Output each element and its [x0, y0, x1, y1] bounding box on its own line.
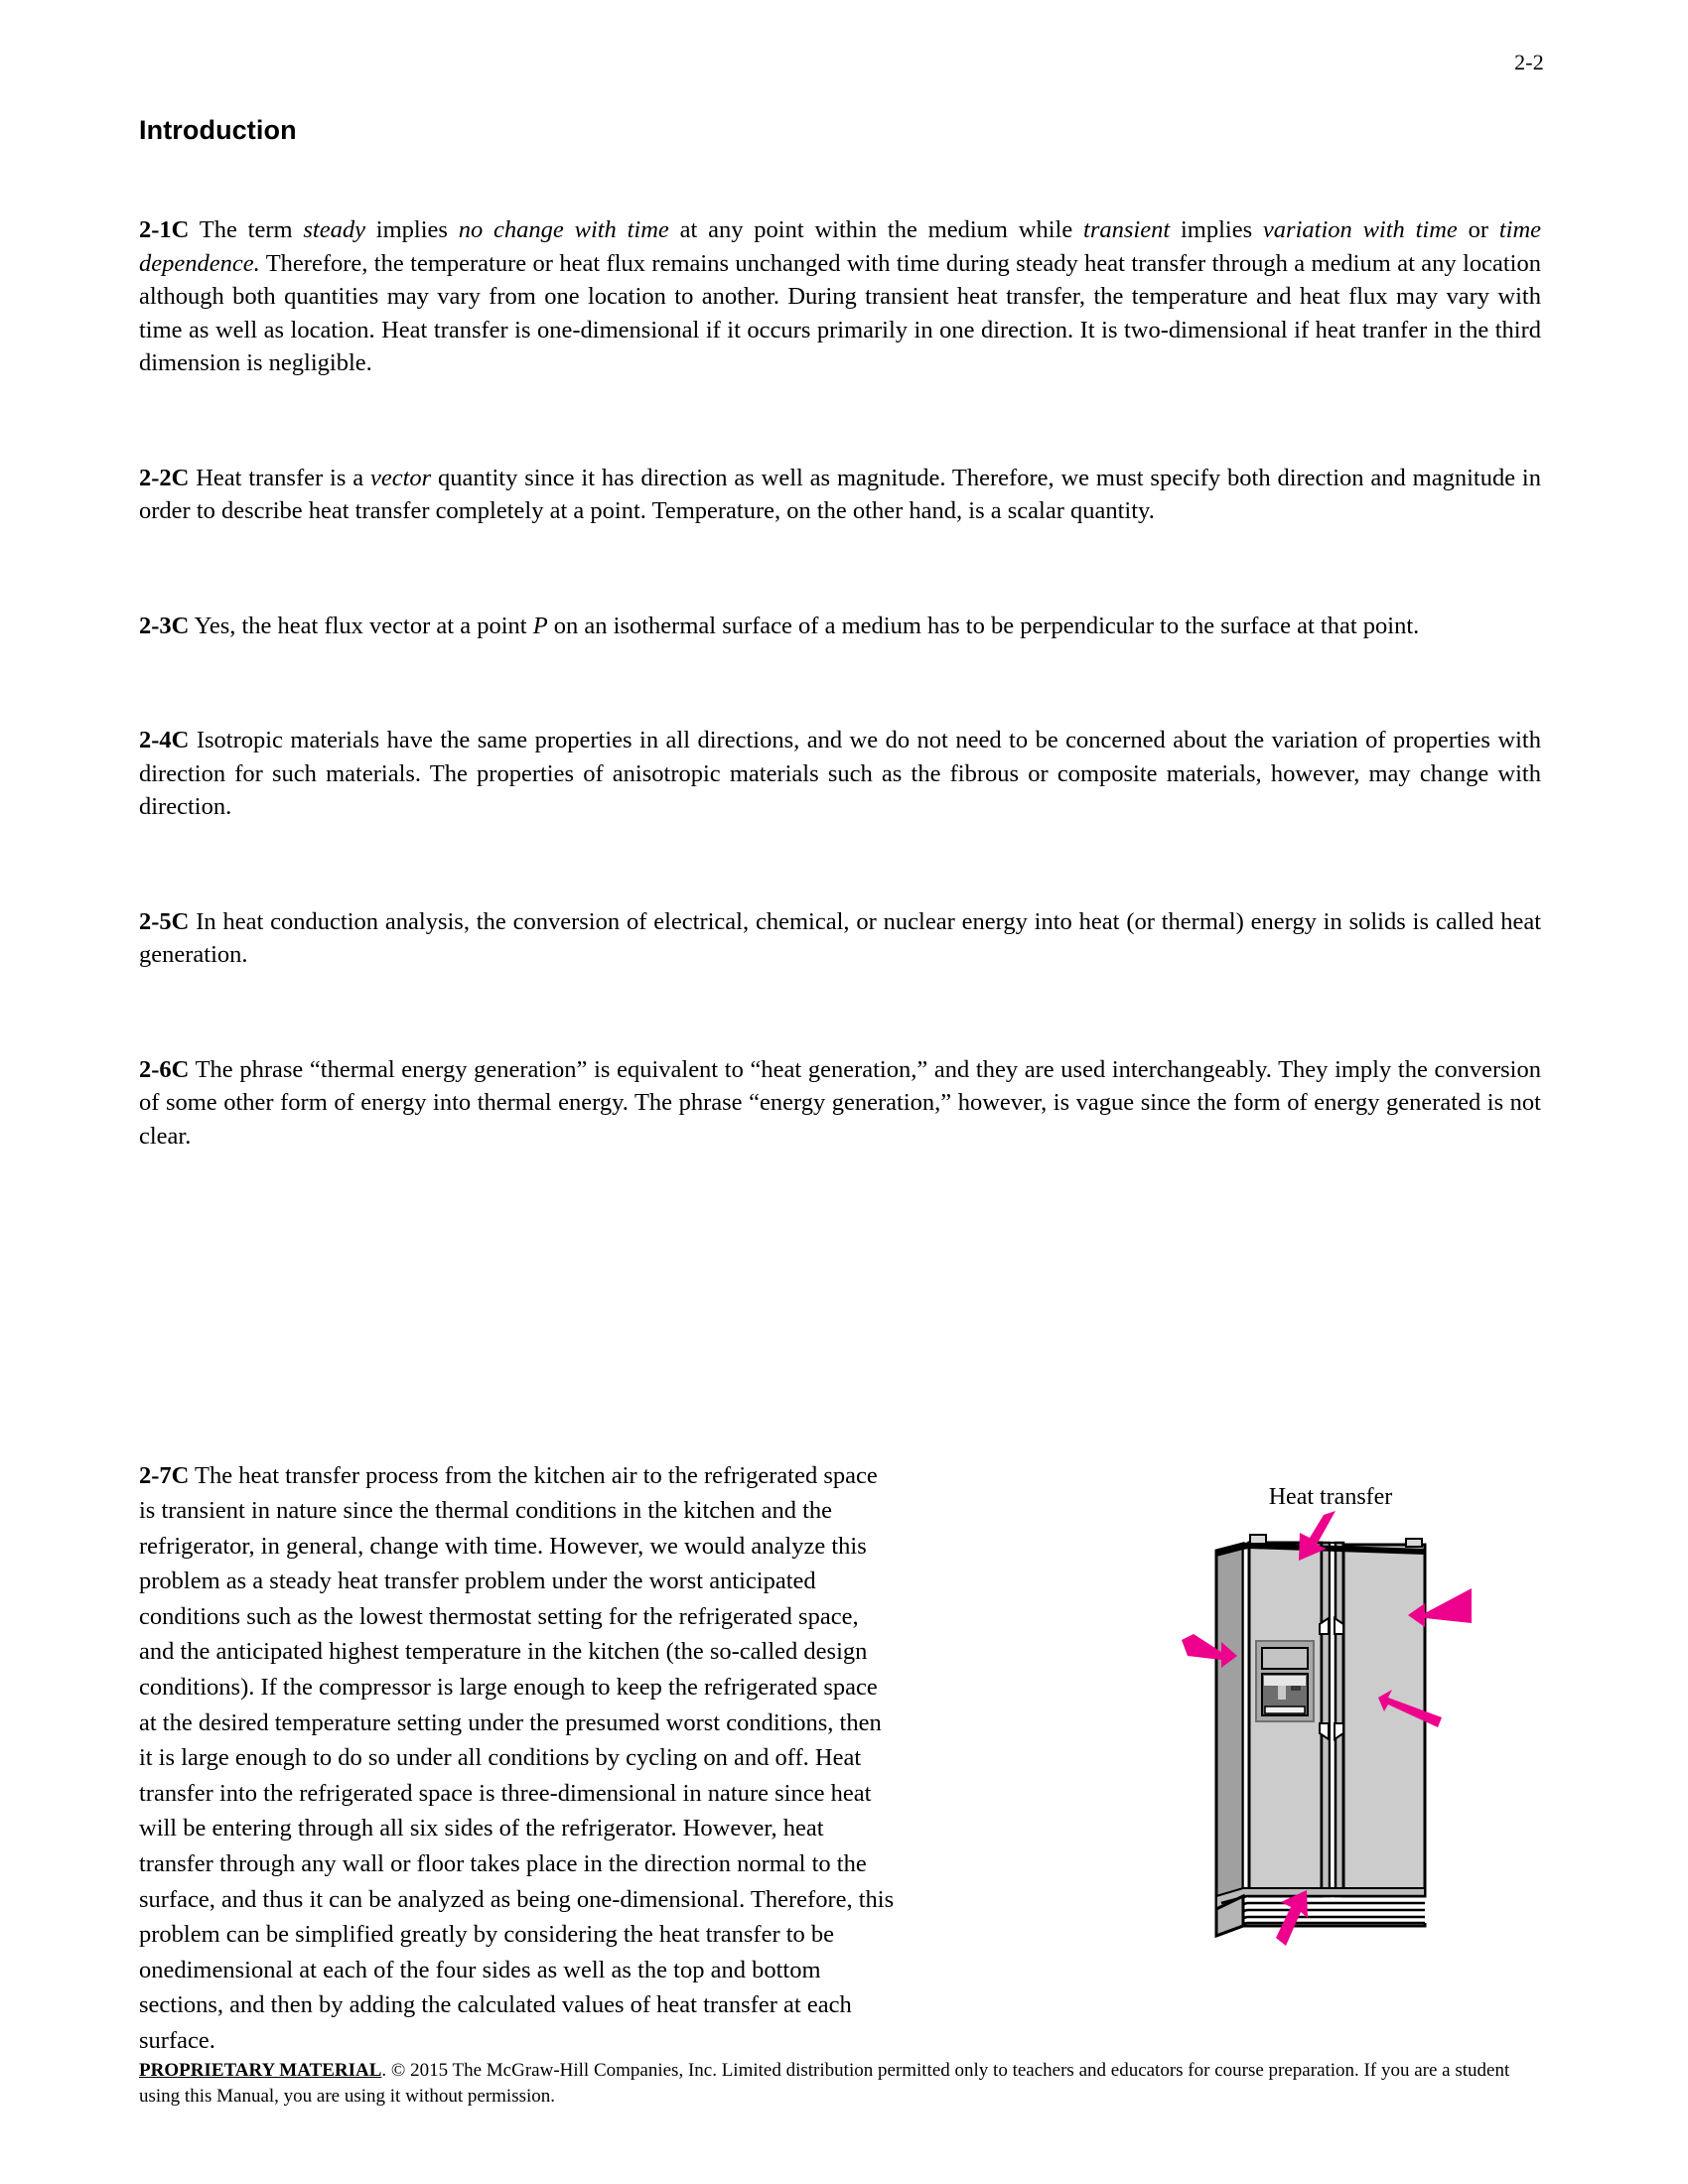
question-text: Heat transfer is a vector quantity since it has direction as well as magnitude. Therefore, we must specify both direction and magnitude in order to describe heat transfer completely at a point. Temperature, on the other hand, is a scalar quantity.	[139, 464, 1541, 524]
dispenser-upper-lip	[1264, 1676, 1306, 1686]
question-label: 2-5C	[139, 907, 190, 935]
question-2-4c	[139, 724, 1541, 824]
fridge-lower-trim	[1216, 1888, 1425, 1909]
question-label: 2-6C	[139, 1055, 190, 1083]
ice-water-dispenser	[1256, 1641, 1314, 1721]
question-text: The phrase “thermal energy generation” is equivalent to “heat generation,” and they are used interchangeably. They imply the conversion of some other form of energy into thermal energy. The phrase “energy generation,” however, is vague since the form of energy generated is not clear.	[139, 1055, 1541, 1150]
refrigerator-figure	[1122, 1430, 1579, 1971]
fridge-top-hinge-left	[1250, 1535, 1266, 1544]
question-2-5c	[139, 905, 1541, 972]
footer-proprietary-label: PROPRIETARY MATERIAL	[139, 2060, 382, 2081]
question-2-7c	[139, 1458, 896, 2059]
fridge-door-gap-left	[1322, 1543, 1330, 1896]
footer-copyright-text: . © 2015 The McGraw-Hill Companies, Inc. Limited distribution permitted only to teachers and educators for course preparation. If you are a student using this Manual, you are using it without permission.	[139, 2060, 1510, 2107]
fridge-fresh-food-door	[1343, 1545, 1425, 1896]
fridge-top-hinge-right	[1406, 1539, 1422, 1547]
question-2-2c	[139, 462, 1541, 528]
question-text: Yes, the heat flux vector at a point P on an isothermal surface of a medium has to be perpendicular to the surface at that point.	[189, 612, 1420, 639]
question-label: 2-2C	[139, 464, 190, 491]
dispenser-lever	[1278, 1686, 1286, 1700]
section-heading: Introduction	[139, 115, 297, 145]
question-text: In heat conduction analysis, the conversion of electrical, chemical, or nuclear energy into heat (or thermal) energy in solids is called heat generation.	[139, 907, 1541, 968]
fridge-base-edge	[1216, 1923, 1425, 1936]
question-2-6c	[139, 1053, 1541, 1154]
question-text: The term steady implies no change with time at any point within the medium while transient implies variation with time or time dependence. Therefore, the temperature or heat flux remains unchanged with time during steady heat transfer through a medium at any location although both quantities may vary from one location to another. During transient heat transfer, the temperature and heat flux may vary with time as well as location. Heat transfer is one-dimensional if it occurs primarily in one direction. It is two-dimensional if heat tranfer in the third dimension is negligible.	[139, 216, 1542, 376]
question-label: 2-3C	[139, 612, 190, 639]
question-label: 2-4C	[139, 727, 190, 753]
body-column	[139, 213, 1541, 1212]
dispenser-nozzle	[1291, 1686, 1301, 1691]
footer	[139, 2058, 1541, 2110]
fridge-side-panel	[1216, 1544, 1243, 1909]
question-2-3c	[139, 610, 1541, 643]
refrigerator-illustration	[1216, 1535, 1425, 1936]
page-number: 2-2	[1514, 50, 1544, 74]
question-label: 2-7C	[139, 1461, 190, 1489]
dispenser-drip-tray	[1265, 1706, 1305, 1713]
question-text: Isotropic materials have the same properties in all directions, and we do not need to be concerned about the variation of properties with direction for such materials. The properties of anisotropic materials such as the fibrous or composite materials, however, may change with direction.	[139, 727, 1541, 820]
figure-caption-text: Heat transfer	[1268, 1484, 1393, 1510]
dispenser-control-panel	[1262, 1648, 1308, 1669]
question-label: 2-1C	[139, 216, 190, 243]
question-2-1c	[139, 213, 1541, 380]
question-text: The heat transfer process from the kitchen air to the refrigerated space is transient in nature since the thermal conditions in the kitchen and the refrigerator, in general, change with time. However, we would analyze this problem as a steady heat transfer problem under the worst anticipated conditions such as the lowest thermostat setting for the refrigerated space, and the anticipated highest temperature in the kitchen (the so-called design conditions). If the compressor is large enough to keep the refrigerated space at the desired temperature setting under the presumed worst conditions, then it is large enough to do so under all conditions by cycling on and off. Heat transfer into the refrigerated space is three-dimensional in nature since heat will be entering through all six sides of the refrigerator. However, heat transfer through any wall or floor takes place in the direction normal to the surface, and thus it can be analyzed as being one-dimensional. Therefore, this problem can be simplified greatly by considering the heat transfer to be onedimensional at each of the four sides as well as the top and bottom sections, and then by adding the calculated values of heat transfer at each surface.	[139, 1461, 895, 2054]
